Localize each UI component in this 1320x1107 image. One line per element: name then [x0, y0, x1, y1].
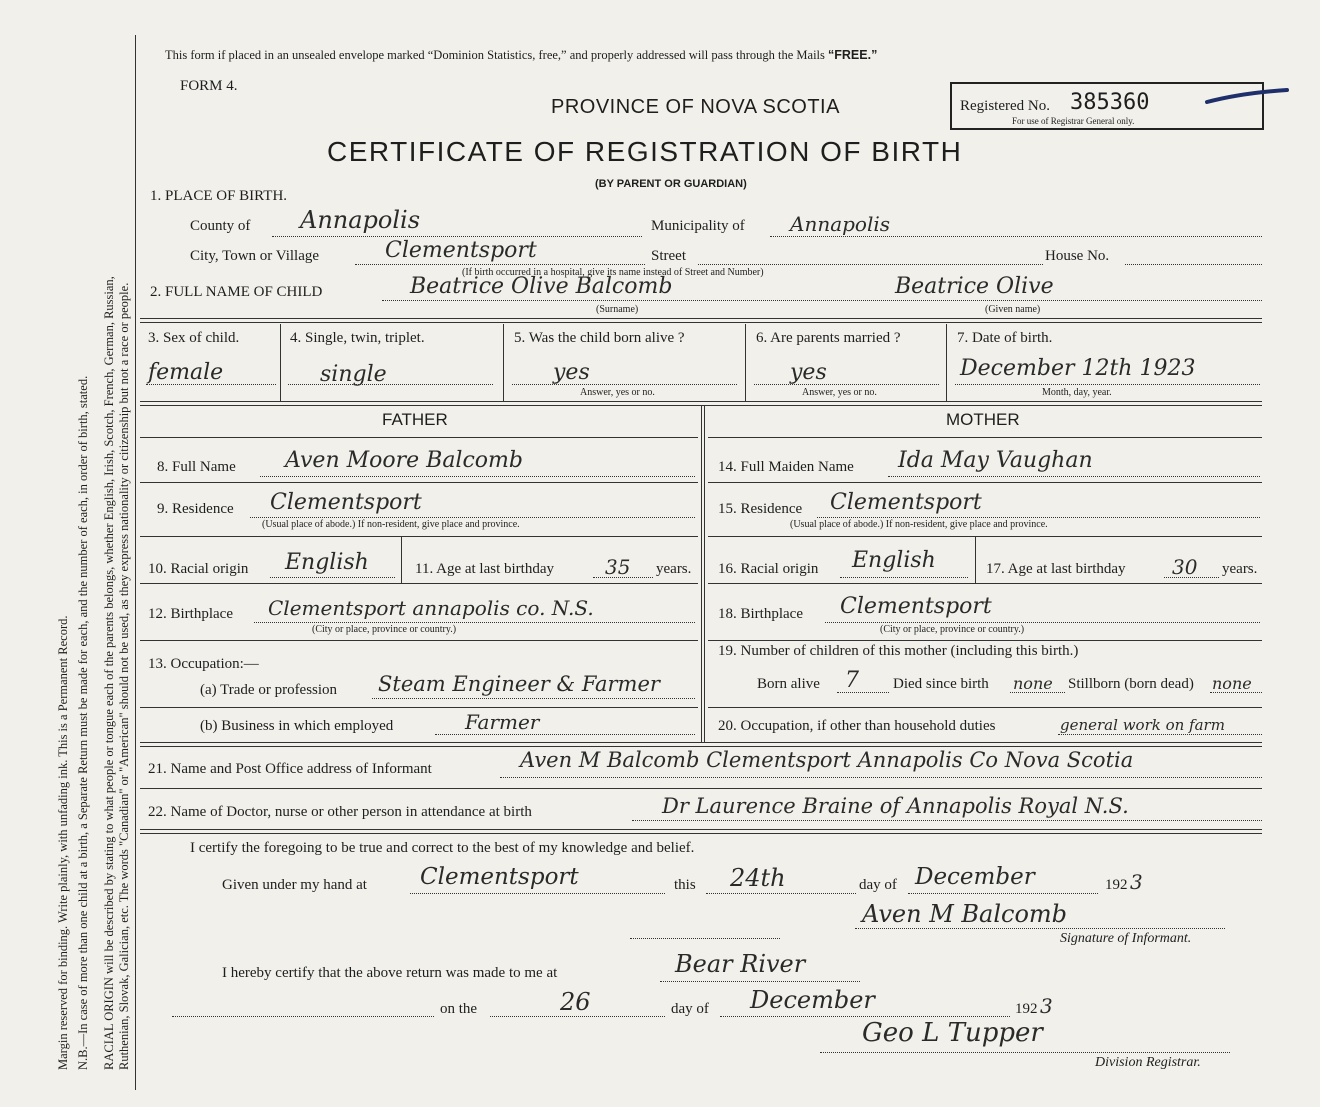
- mother-racial-value: English: [852, 548, 936, 573]
- ink-check-mark: [1205, 86, 1290, 106]
- city-value: Clementsport: [385, 238, 537, 263]
- hospital-note: (If birth occurred in a hospital, give its name instead of Street and Number): [462, 267, 764, 278]
- sex-label: 3. Sex of child.: [148, 330, 240, 346]
- registrar-place-value: Bear River: [675, 950, 806, 978]
- informant-value: Aven M Balcomb Clementsport Annapolis Co Nova Scotia: [520, 748, 1134, 772]
- mother-years: years.: [1222, 561, 1258, 577]
- province-heading: PROVINCE OF NOVA SCOTIA: [551, 96, 840, 118]
- business-label: (b) Business in which employed: [200, 718, 394, 734]
- given-place-value: Clementsport: [420, 864, 579, 890]
- father-birthplace-value: Clementsport annapolis co. N.S.: [268, 596, 594, 620]
- page-title: CERTIFICATE OF REGISTRATION OF BIRTH: [327, 136, 963, 167]
- mother-birthplace-note: (City or place, province or country.): [880, 624, 1025, 635]
- binding-margin: [0, 0, 135, 1107]
- father-residence-value: Clementsport: [270, 490, 422, 515]
- mother-name-label: 14. Full Maiden Name: [718, 459, 854, 475]
- mother-name-value: Ida May Vaughan: [898, 448, 1093, 473]
- given-day-value: 24th: [730, 864, 786, 892]
- father-name-label: 8. Full Name: [157, 459, 236, 475]
- form-number: FORM 4.: [180, 78, 238, 94]
- given-day-of-label: day of: [859, 877, 897, 893]
- given-year-suffix: 3: [1130, 870, 1143, 894]
- given-year-prefix: 192: [1105, 877, 1128, 893]
- margin-note-2: N.B.—In case of more than one child at a birth, a Separate Return must be made for each, and the number of each, in order of birth, stated.: [76, 375, 90, 1070]
- father-age-value: 35: [605, 555, 631, 579]
- registrar-month-value: December: [750, 986, 875, 1014]
- mother-occupation-value: general work on farm: [1060, 716, 1225, 734]
- registered-number: 385360: [1070, 90, 1150, 115]
- father-birthplace-note: (City or place, province or country.): [312, 624, 457, 635]
- informant-label: 21. Name and Post Office address of Informant: [148, 761, 432, 777]
- single-value: single: [320, 362, 387, 387]
- child-name-label: 2. FULL NAME OF CHILD: [150, 284, 323, 300]
- given-month-value: December: [915, 864, 1035, 890]
- place-heading: 1. PLACE OF BIRTH.: [150, 188, 288, 204]
- mother-birthplace-label: 18. Birthplace: [718, 606, 803, 622]
- mother-abode-note: (Usual place of abode.) If non-resident, give place and province.: [790, 519, 1048, 530]
- alive-value: yes: [553, 360, 590, 385]
- father-residence-label: 9. Residence: [157, 501, 234, 517]
- doctor-label: 22. Name of Doctor, nurse or other person in attendance at birth: [148, 804, 532, 820]
- children-label: 19. Number of children of this mother (including this birth.): [718, 643, 1079, 659]
- mother-age-value: 30: [1172, 555, 1198, 579]
- alive-label: 5. Was the child born alive ?: [514, 330, 685, 346]
- dob-note: Month, day, year.: [1042, 387, 1112, 398]
- margin-rule: [135, 35, 136, 1090]
- died-value: none: [1013, 674, 1053, 693]
- single-label: 4. Single, twin, triplet.: [290, 330, 425, 346]
- married-answer-note: Answer, yes or no.: [802, 387, 877, 398]
- married-label: 6. Are parents married ?: [756, 330, 901, 346]
- stillborn-value: none: [1212, 674, 1252, 693]
- dob-label: 7. Date of birth.: [957, 330, 1053, 346]
- registrar-day-value: 26: [560, 988, 591, 1016]
- father-birthplace-label: 12. Birthplace: [148, 606, 233, 622]
- margin-note-4: Ruthenian, Slovak, Galician, etc. The words "Canadian" or "American" should not be used, as they express nationality or citizenship but not a race or people.: [117, 282, 131, 1070]
- father-occupation-label: 13. Occupation:—: [148, 656, 259, 672]
- registrar-signature: Geo L Tupper: [862, 1018, 1043, 1048]
- trade-value: Steam Engineer & Farmer: [378, 672, 660, 696]
- born-alive-value: 7: [845, 668, 859, 693]
- registrar-year-suffix: 3: [1040, 994, 1053, 1018]
- married-value: yes: [790, 360, 827, 385]
- alive-answer-note: Answer, yes or no.: [580, 387, 655, 398]
- father-name-value: Aven Moore Balcomb: [285, 448, 523, 473]
- mother-occupation-label: 20. Occupation, if other than household duties: [718, 718, 996, 734]
- born-alive-label: Born alive: [757, 676, 820, 692]
- business-value: Farmer: [465, 710, 540, 734]
- father-years: years.: [656, 561, 692, 577]
- division-registrar-label: Division Registrar.: [1095, 1055, 1201, 1070]
- registrar-statement: I hereby certify that the above return was made to me at: [222, 965, 558, 981]
- doctor-value: Dr Laurence Braine of Annapolis Royal N.S.: [662, 794, 1129, 818]
- this-label: this: [674, 877, 696, 893]
- father-heading: FATHER: [382, 410, 448, 429]
- mother-residence-label: 15. Residence: [718, 501, 803, 517]
- dob-value: December 12th 1923: [960, 356, 1196, 381]
- street-label: Street: [651, 248, 686, 264]
- mother-racial-label: 16. Racial origin: [718, 561, 819, 577]
- on-the-label: on the: [440, 1001, 478, 1017]
- mother-age-label: 17. Age at last birthday: [986, 561, 1126, 577]
- registrar-year-prefix: 192: [1015, 1001, 1038, 1017]
- county-value: Annapolis: [300, 206, 421, 234]
- mother-birthplace-value: Clementsport: [840, 594, 992, 619]
- father-racial-label: 10. Racial origin: [148, 561, 249, 577]
- child-surname-value: Beatrice Olive Balcomb: [410, 274, 673, 299]
- municipality-label: Municipality of: [651, 218, 745, 234]
- given-under-label: Given under my hand at: [222, 877, 367, 893]
- certify-statement: I certify the foregoing to be true and correct to the best of my knowledge and belief.: [190, 840, 695, 856]
- father-age-label: 11. Age at last birthday: [415, 561, 554, 577]
- father-abode-note: (Usual place of abode.) If non-resident, give place and province.: [262, 519, 520, 530]
- registrar-note: For use of Registrar General only.: [1012, 116, 1135, 126]
- mail-notice: This form if placed in an unsealed envelope marked “Dominion Statistics, free,” and properly addressed will pass through the Mails “FREE.”: [165, 48, 878, 62]
- trade-label: (a) Trade or profession: [200, 682, 338, 698]
- sex-value: female: [148, 360, 224, 385]
- informant-signature-label: Signature of Informant.: [1060, 931, 1192, 946]
- registered-label: Registered No.: [960, 98, 1050, 114]
- county-label: County of: [190, 218, 251, 234]
- registrar-day-of-label: day of: [671, 1001, 709, 1017]
- child-given-value: Beatrice Olive: [895, 274, 1054, 299]
- given-name-note: (Given name): [985, 304, 1041, 315]
- stillborn-label: Stillborn (born dead): [1068, 676, 1194, 692]
- page-subtitle: (BY PARENT OR GUARDIAN): [595, 178, 747, 190]
- informant-signature: Aven M Balcomb: [862, 900, 1068, 928]
- city-label: City, Town or Village: [190, 248, 320, 264]
- died-label: Died since birth: [893, 676, 989, 692]
- margin-note-1: Margin reserved for binding. Write plainly, with unfading ink. This is a Permanent Record.: [56, 615, 70, 1070]
- margin-note-3: RACIAL ORIGIN will be described by stating to what people or tongue each of the parents belongs, whether English, Irish, Scotch, French, German, Russian,: [102, 276, 116, 1070]
- mother-residence-value: Clementsport: [830, 490, 982, 515]
- house-label: House No.: [1045, 248, 1110, 264]
- municipality-value: Annapolis: [790, 212, 891, 236]
- mother-heading: MOTHER: [946, 410, 1020, 429]
- father-racial-value: English: [285, 550, 369, 575]
- surname-note: (Surname): [596, 304, 639, 315]
